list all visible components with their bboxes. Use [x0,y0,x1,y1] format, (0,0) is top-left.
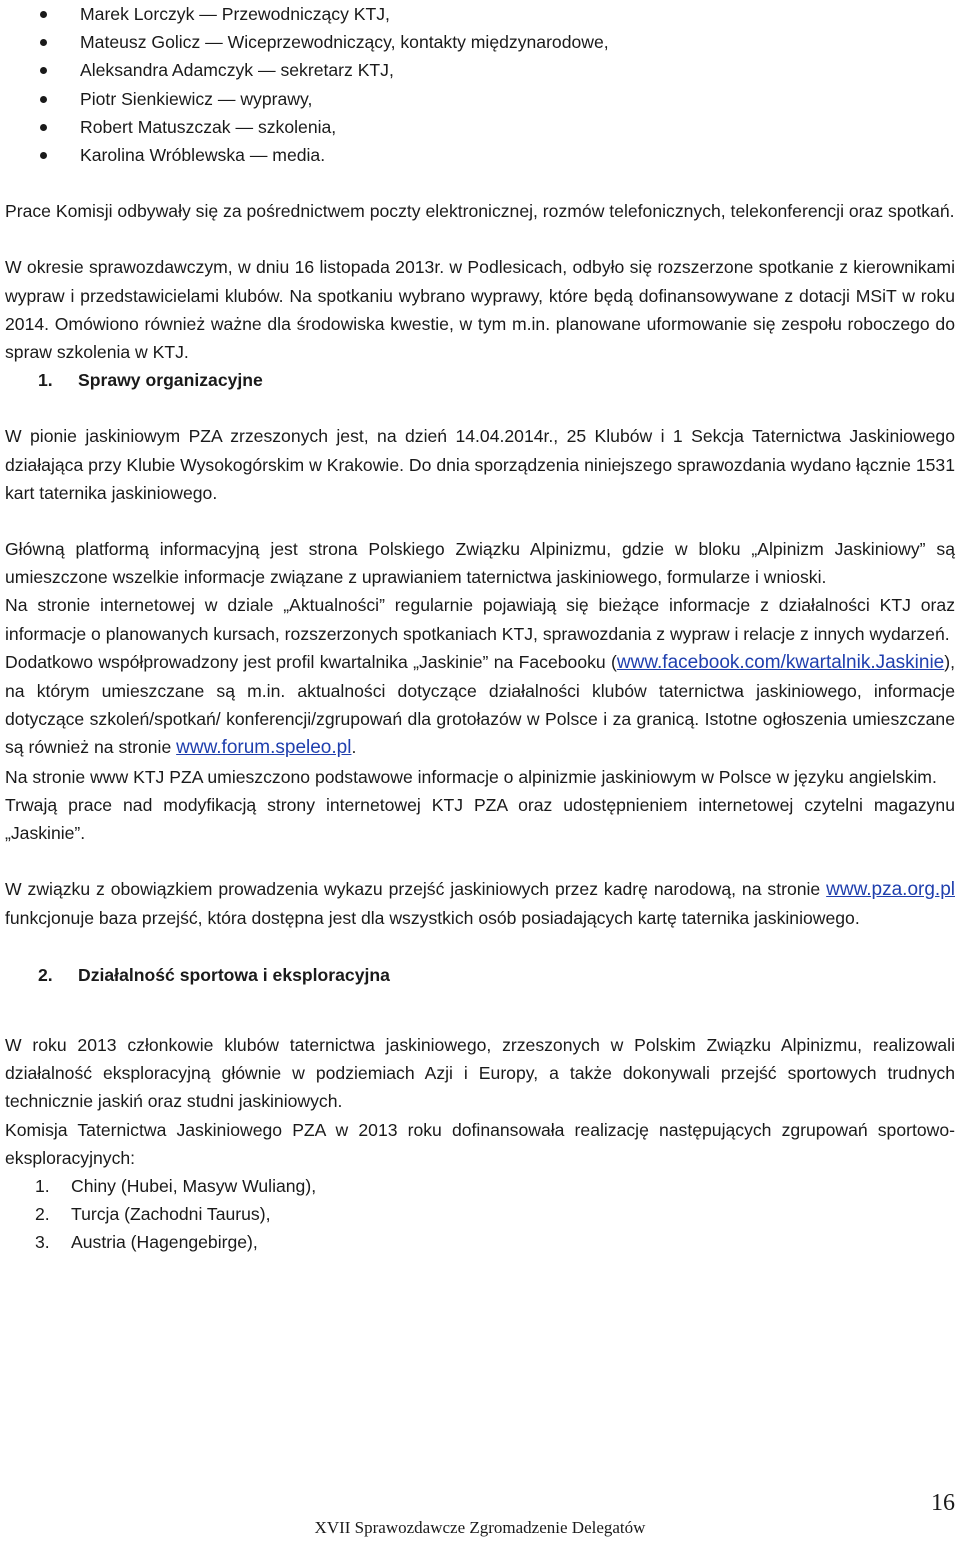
section-heading-sports [5,961,955,989]
section-title: Sprawy organizacyjne [78,370,263,391]
activities-paragraph: W roku 2013 członkowie klubów taternictwa jaskiniowego, zrzeszonych w Polskim Związku Alpinizmu, realizowali działalność eksploracyjną głównie w podziemiach Azji i Europy, a także dokonywali przejść sportowych trudnych technicznie jaskiń oraz studni jaskiniowych. [5,1034,955,1112]
list-item: 2. Turcja (Zachodni Taurus), [35,1204,271,1225]
list-item: Marek Lorczyk — Przewodniczący KTJ, [5,0,955,28]
facebook-paragraph: Dodatkowo współprowadzony jest profil kwartalnika „Jaskinie” na Facebooku (www.facebook.com/kwartalnik.Jaskinie), na którym umieszczane są m.in. aktualności dotyczące działalności klubów taternictwa jaskiniowego, informacje dotyczące szkoleń/spotkań/ konferencji/zgrupowań dla grotołazów w Polsce i za granicą. Istotne ogłoszenia umieszczane są również na stronie www.forum.speleo.pl. [5,651,955,759]
clubs-paragraph: W pionie jaskiniowym PZA zrzeszonych jest, na dzień 14.04.2014r., 25 Klubów i 1 Sekcja Taternictwa Jaskiniowego działająca przy Klubie Wysokogórskim w Krakowie. Do dnia sporządzenia niniejszego sprawozdania wydano łącznie 1531 kart taternika jaskiniowego. [5,426,955,503]
list-item: Robert Matuszczak — szkolenia, [5,113,955,141]
news-paragraph: Na stronie internetowej w dziale „Aktualności” regularnie pojawiają się bieżące informacje z działalności KTJ oraz informacje o planowanych kursach, rozszerzonych spotkaniach KTJ, sprawozdania z wypraw i relacje z innych wydarzeń. [5,595,955,644]
platform-paragraph: Główną platformą informacyjną jest strona Polskiego Związku Alpinizmu, gdzie w bloku „Alpinizm Jaskiniowy” są umieszczone wszelkie informacje związane z uprawianiem taternictwa jaskiniowego, formularze i wnioski. [5,539,955,588]
section-title: Działalność sportowa i eksploracyjna [78,964,390,985]
bullet-icon [40,152,47,159]
list-item: Aleksandra Adamczyk — sekretarz KTJ, [5,56,955,84]
bullet-icon [40,39,47,46]
intro-paragraph: Prace Komisji odbywały się za pośrednictwem poczty elektronicznej, rozmów telefonicznych, telekonferencji oraz spotkań. [5,201,955,222]
cave-database-paragraph: W związku z obowiązkiem prowadzenia wykazu przejść jaskiniowych przez kadrę narodową, na stronie www.pza.org.pl funkcjonuje baza przejść, która dostępna jest dla wszystkich osób posiadających kartę taternika jaskiniowego. [5,879,955,929]
document-body [5,0,955,1257]
page-number: 16 [931,1490,955,1516]
website-work-paragraph: Trwają prace nad modyfikacją strony internetowej KTJ PZA oraz udostępnieniem internetowej czytelni magazynu „Jaskinie”. [5,794,955,844]
bullet-icon [40,11,47,18]
section-number: 1. [38,370,53,391]
list-item: 1. Chiny (Hubei, Masyw Wuliang), [35,1175,317,1196]
facebook-link[interactable]: www.facebook.com/kwartalnik.Jaskinie [616,651,945,673]
bullet-icon [40,67,47,74]
list-item: Karolina Wróblewska — media. [5,141,955,169]
list-item: Mateusz Golicz — Wiceprzewodniczący, kontakty międzynarodowe, [5,28,955,56]
bullet-icon [40,96,47,103]
meeting-paragraph: W okresie sprawozdawczym, w dniu 16 listopada 2013r. w Podlesicach, odbyło się rozszerzone spotkanie z kierownikami wypraw i przedstawicielami klubów. Na spotkaniu wybrano wyprawy, które będą dofinansowywane z dotacji MSiT w roku 2014. Omówiono również ważne dla środowiska kwestie, w tym m.in. planowane uformowanie się zespołu roboczego do spraw szkolenia w KTJ. [5,257,955,363]
list-item: 3. Austria (Hagengebirge), [35,1232,258,1253]
section-heading-organizational [5,366,955,394]
section-number: 2. [38,964,53,985]
bullet-icon [40,124,47,131]
expeditions-list [5,1172,955,1257]
forum-link[interactable]: www.forum.speleo.pl [176,737,352,759]
commission-members-list [5,0,955,169]
page-footer: XVII Sprawozdawcze Zgromadzenie Delegatów [314,1518,646,1537]
english-info-paragraph: Na stronie www KTJ PZA umieszczono podstawowe informacje o alpinizmie jaskiniowym w Polsce w języku angielskim. [5,766,937,787]
pza-link[interactable]: www.pza.org.pl [826,879,955,901]
funding-paragraph: Komisja Taternictwa Jaskiniowego PZA w 2013 roku dofinansowała realizację następujących zgrupowań sportowo-eksploracyjnych: [5,1119,955,1168]
list-item: Piotr Sienkiewicz — wyprawy, [5,85,955,113]
